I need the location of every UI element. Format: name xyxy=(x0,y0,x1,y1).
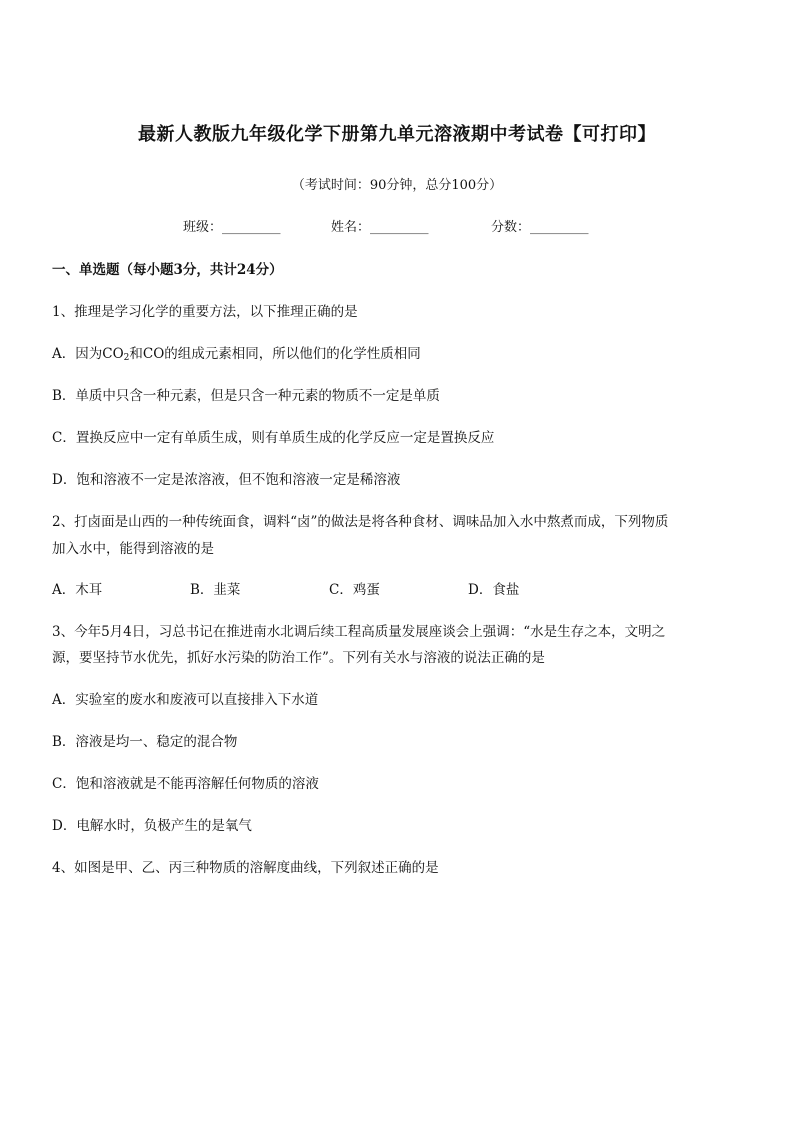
question-2-stem-line-1: 2、打卤面是山西的一种传统面食，调料“卤”的做法是将各种食材、调味品加入水中熬煮而成，下列物质 xyxy=(52,514,669,530)
question-1-option-b: B．单质中只含一种元素，但是只含一种元素的物质不一定是单质 xyxy=(52,388,440,404)
question-2-option-d: D．食盐 xyxy=(468,582,520,598)
question-1-option-c: C．置换反应中一定有单质生成，则有单质生成的化学反应一定是置换反应 xyxy=(52,430,495,446)
class-field xyxy=(183,216,281,235)
exam-time-note: （考试时间：90分钟，总分100分） xyxy=(291,178,503,193)
question-2-option-c: C．鸡蛋 xyxy=(329,582,380,598)
score-field xyxy=(491,216,589,235)
question-3-option-c: C．饱和溶液就是不能再溶解任何物质的溶液 xyxy=(52,776,319,792)
page-title: 最新人教版九年级化学下册第九单元溶液期中考试卷【可打印】 xyxy=(138,124,656,145)
score-blank: _________ xyxy=(530,220,589,235)
option-a-text-post: 和CO的组成元素相同，所以他们的化学性质相同 xyxy=(129,346,421,362)
question-1-stem: 1、推理是学习化学的重要方法，以下推理正确的是 xyxy=(52,304,358,320)
question-4-stem: 4、如图是甲、乙、丙三种物质的溶解度曲线，下列叙述正确的是 xyxy=(52,860,439,876)
question-3-stem-line-2: 源，要坚持节水优先，抓好水污染的防治工作”。下列有关水与溶液的说法正确的是 xyxy=(52,650,545,666)
question-3-option-b: B．溶液是均一、稳定的混合物 xyxy=(52,734,238,750)
question-1-option-a xyxy=(52,342,752,363)
question-2-stem-line-2: 加入水中，能得到溶液的是 xyxy=(52,541,214,557)
question-2-option-a: A．木耳 xyxy=(52,582,103,598)
question-1-option-d: D．饱和溶液不一定是浓溶液，但不饱和溶液一定是稀溶液 xyxy=(52,472,401,488)
option-a-text-pre: A．因为CO xyxy=(52,346,124,362)
score-label: 分数： xyxy=(491,220,531,235)
name-field xyxy=(331,216,429,235)
class-label: 班级： xyxy=(183,220,223,235)
question-3-stem-line-1: 3、今年5月4日，习总书记在推进南水北调后续工程高质量发展座谈会上强调：“水是生存之本，文明之 xyxy=(52,624,666,640)
question-2-option-b: B．韭菜 xyxy=(190,582,241,598)
question-3-option-a: A．实验室的废水和废液可以直接排入下水道 xyxy=(52,692,319,708)
question-3-option-d: D．电解水时，负极产生的是氧气 xyxy=(52,818,252,834)
name-blank: _________ xyxy=(370,220,429,235)
name-label: 姓名： xyxy=(331,220,371,235)
co2-subscript: 2 xyxy=(123,353,130,363)
section-heading: 一、单选题（每小题3分，共计24分） xyxy=(52,262,283,278)
class-blank: _________ xyxy=(222,220,281,235)
